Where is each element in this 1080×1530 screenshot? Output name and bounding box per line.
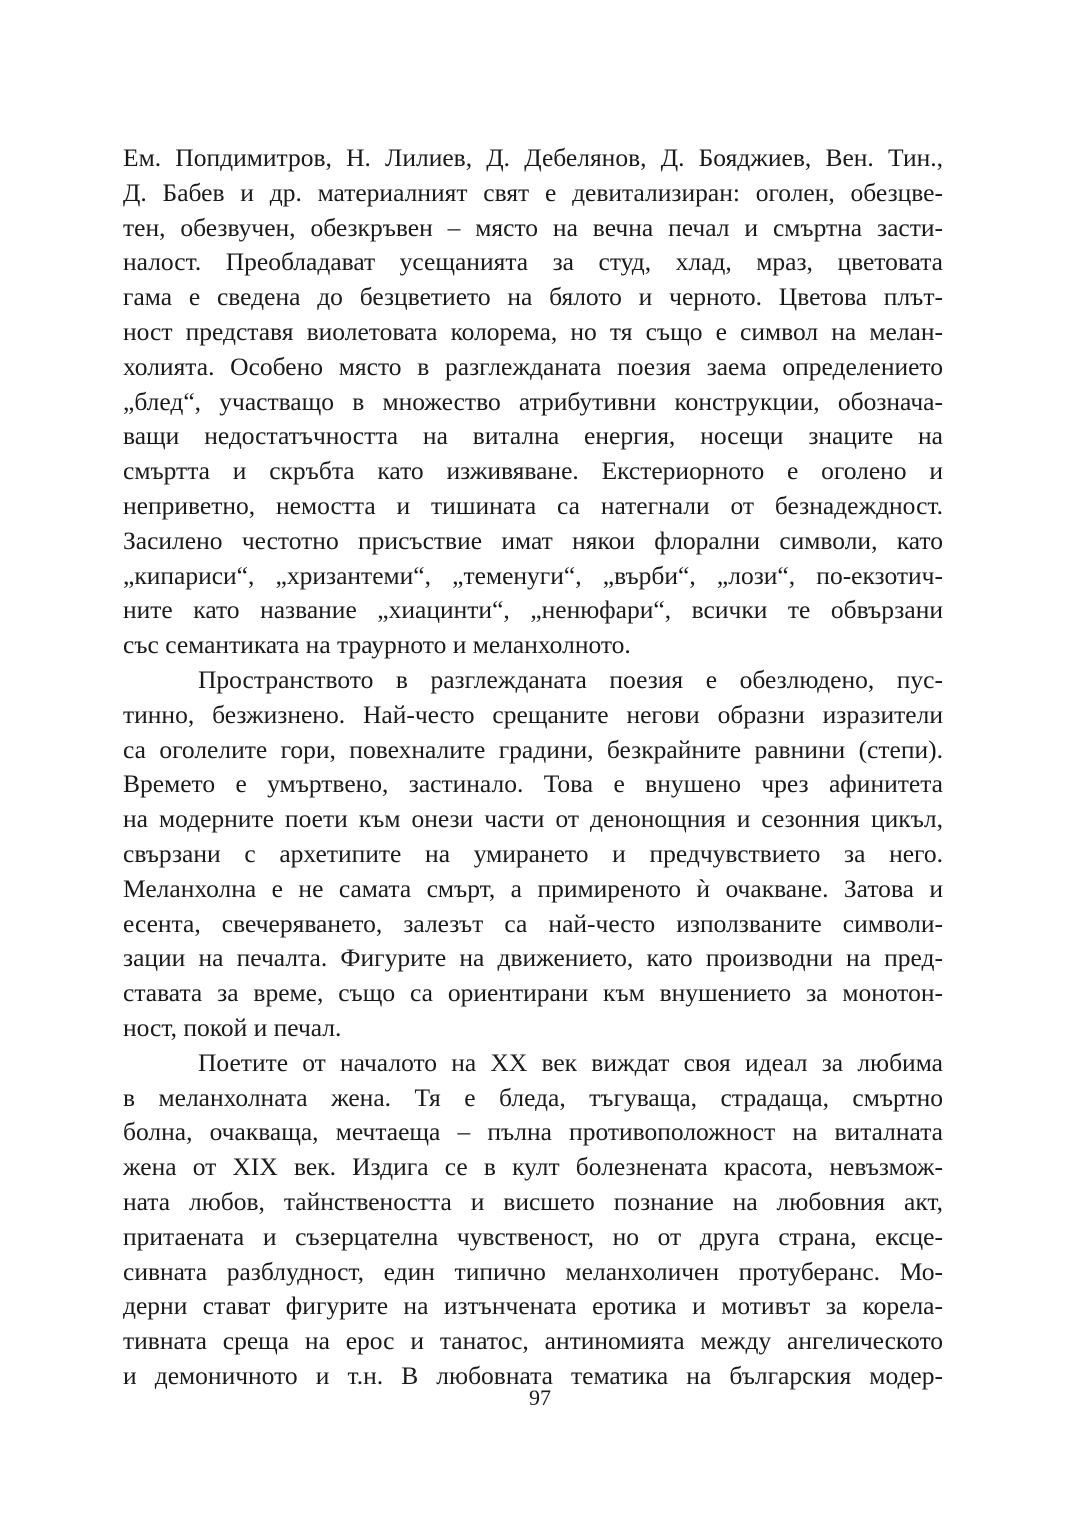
text-line: свързани с архетипите на умирането и предчувствието за него. — [123, 838, 943, 868]
text-line: Меланхолна е не самата смърт, а примиреното ѝ очакване. Затова и — [123, 873, 943, 903]
text-line: холията. Особено място в разглежданата поезия заема определението — [123, 351, 943, 381]
text-line: ващи недостатъчността на витална енергия, носещи знаците на — [123, 421, 943, 451]
text-line: Д. Бабев и др. материалният свят е девитализиран: оголен, обезцве- — [123, 177, 943, 207]
text-line: в меланхолната жена. Тя е бледа, тъгуваща, страдаща, смъртно — [123, 1082, 943, 1112]
text-line: неприветно, немостта и тишината са натегнали от безнадеждност. — [123, 490, 943, 520]
text-line: тивната среща на ерос и танатос, антиномията между ангелическото — [123, 1326, 943, 1356]
text-line: Пространството в разглежданата поезия е обезлюдено, пус- — [198, 664, 943, 694]
text-line: притаената и съзерцателна чувственост, но от друга страна, ексце- — [123, 1221, 943, 1251]
text-line: ната любов, тайнствеността и висшето познание на любовния акт, — [123, 1186, 943, 1216]
text-line: зации на печалта. Фигурите на движението, като производни на пред- — [123, 943, 943, 973]
text-line: и демоничното и т.н. В любовната тематика на българския модер- — [123, 1360, 943, 1390]
text-line: сивната разблудност, един типично меланхоличен протуберанс. Мо- — [123, 1256, 943, 1286]
page-number: 97 — [529, 1385, 551, 1410]
text-line: есента, свечеряването, залезът са най-често използваните символи- — [123, 908, 943, 938]
text-line: тинно, безжизнено. Най-често срещаните негови образни изразители — [123, 699, 943, 729]
text-line: болна, очакваща, мечтаеща – пълна противоположност на виталната — [123, 1117, 943, 1147]
text-line: гама е сведена до безцветието на бялото и черното. Цветова плът- — [123, 282, 943, 312]
text-line: със семантиката на траурното и меланхолното. — [123, 630, 631, 660]
text-line: тен, обезвучен, обезкръвен – място на вечна печал и смъртна засти- — [123, 212, 943, 242]
text-line: ните като название „хиацинти“, „ненюфари“, всички те обвързани — [123, 595, 943, 625]
text-line: Времето е умъртвено, застинало. Това е внушено чрез афинитета — [123, 769, 943, 799]
text-line: дерни стават фигурите на изтънчената еротика и мотивът за корела- — [123, 1291, 943, 1321]
text-line: жена от XIX век. Издига се в култ болезнената красота, невъзмож- — [123, 1152, 943, 1182]
text-line: на модерните поети към онези части от денонощния и сезонния цикъл, — [123, 804, 943, 834]
text-line: Ем. Попдимитров, Н. Лилиев, Д. Дебелянов, Д. Бояджиев, Вен. Тин., — [123, 143, 943, 172]
text-line: ставата за време, също са ориентирани към внушението за монотон- — [123, 978, 943, 1008]
text-line: са оголелите гори, повехналите градини, безкрайните равнини (степи). — [123, 734, 943, 764]
text-line: „блед“, участващо в множество атрибутивни конструкции, обознача- — [123, 386, 943, 416]
text-line: ност представя виолетовата колорема, но тя също е символ на мелан- — [123, 316, 943, 346]
text-line: смъртта и скръбта като изживяване. Екстериорното е оголено и — [123, 456, 943, 486]
page-body — [123, 141, 943, 1394]
text-line: налост. Преобладават усещанията за студ, хлад, мраз, цветовата — [123, 247, 943, 277]
text-line: ност, покой и печал. — [123, 1012, 342, 1042]
text-line: Засилено честотно присъствие имат някои флорални символи, като — [123, 525, 943, 555]
text-line: Поетите от началото на XX век виждат своя идеал за любима — [198, 1047, 943, 1077]
text-line: „кипариси“, „хризантеми“, „теменуги“, „върби“, „лози“, по-екзотич- — [123, 560, 943, 590]
